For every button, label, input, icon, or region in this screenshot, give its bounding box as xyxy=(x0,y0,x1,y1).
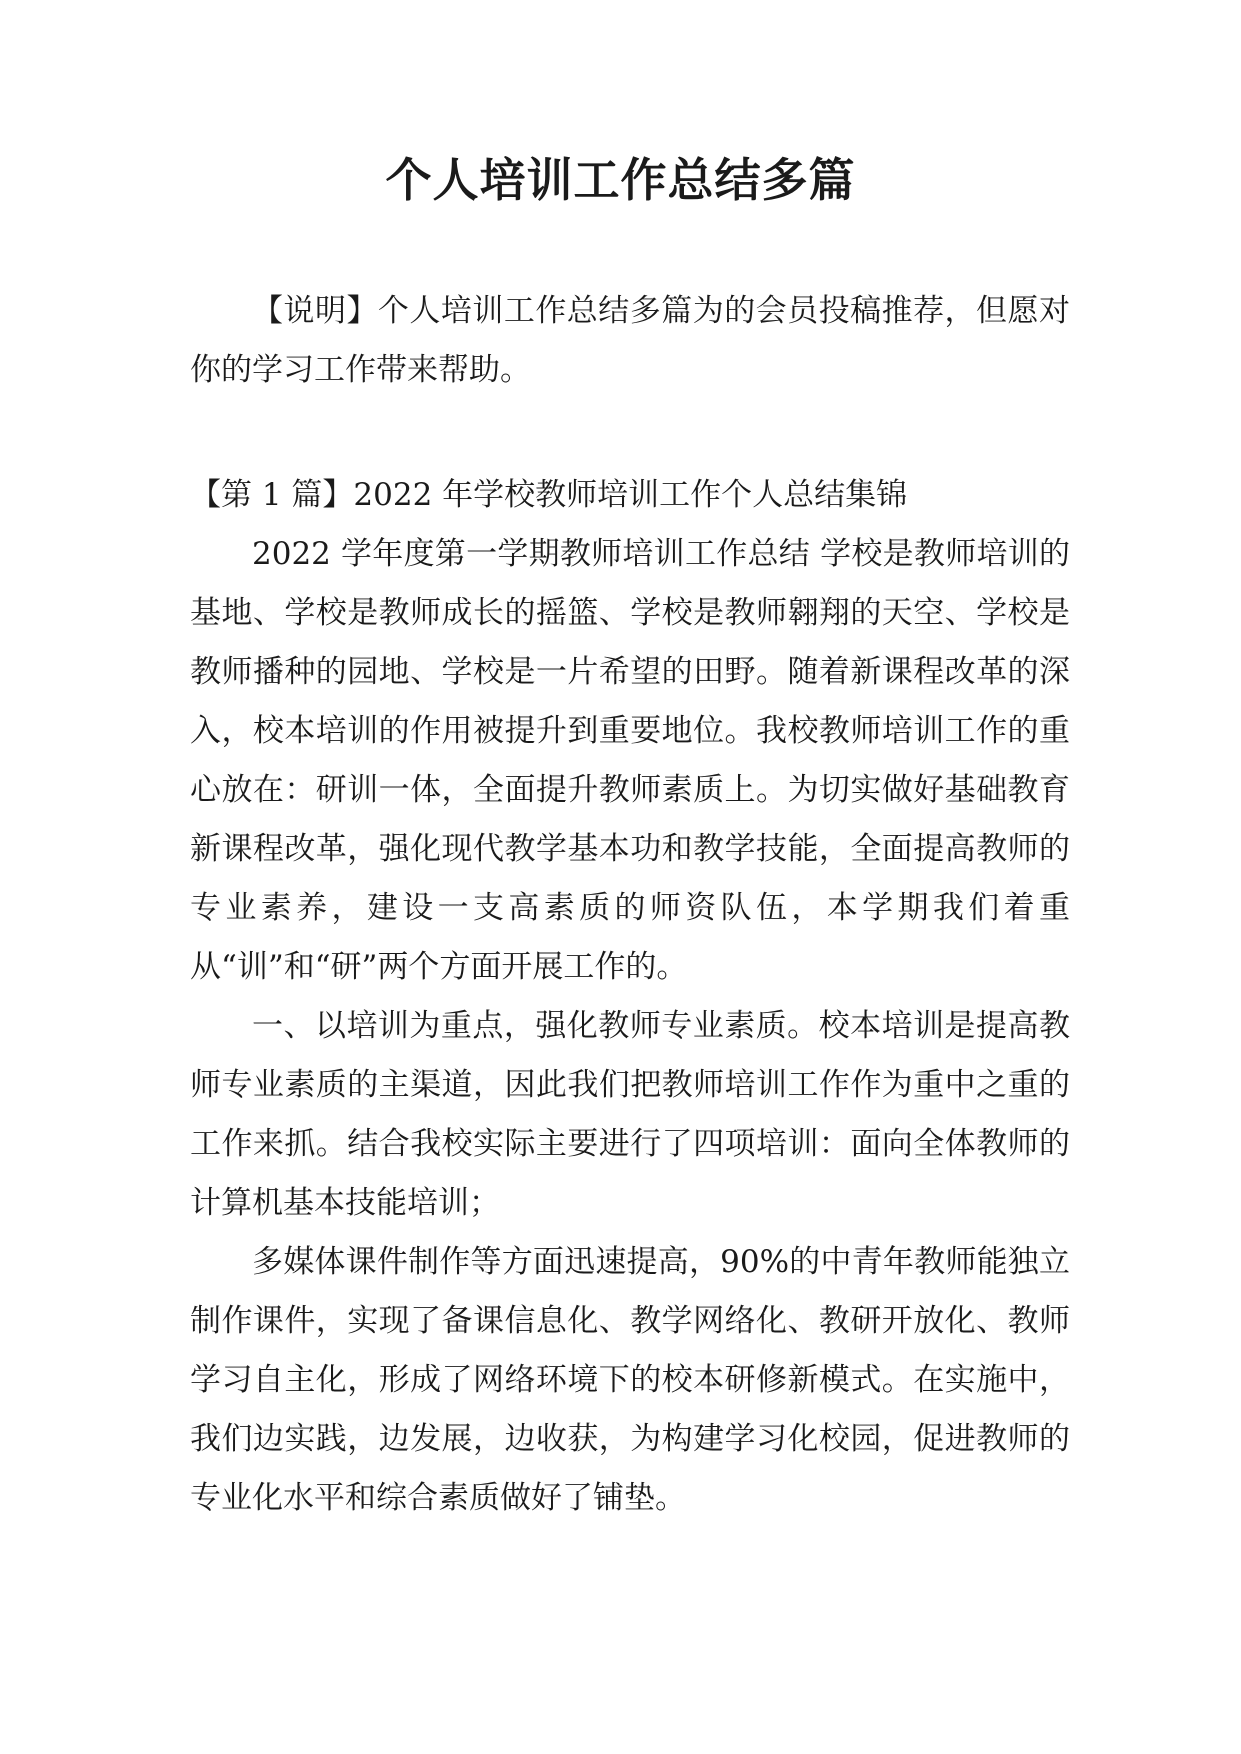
document-title: 个人培训工作总结多篇 xyxy=(385,153,856,207)
section-heading: 【第 1 篇】2022 年学校教师培训工作个人总结集锦 xyxy=(190,477,908,513)
paragraph: 一、以培训为重点，强化教师专业素质。校本培训是提高教师专业素质的主渠道，因此我们把教师培训工作作为重中之重的工作来抓。结合我校实际主要进行了四项培训：面向全体教师的计算机基本技能培训； xyxy=(190,1008,1070,1221)
paragraph: 多媒体课件制作等方面迅速提高，90%的中青年教师能独立制作课件，实现了备课信息化、教学网络化、教研开放化、教师学习自主化，形成了网络环境下的校本研修新模式。在实施中，我们边实践，边发展，边收获，为构建学习化校园，促进教师的专业化水平和综合素质做好了铺垫。 xyxy=(190,1244,1070,1516)
document-body xyxy=(190,466,1070,1528)
document-note-block xyxy=(190,282,1070,400)
document-note: 【说明】个人培训工作总结多篇为的会员投稿推荐，但愿对你的学习工作带来帮助。 xyxy=(190,293,1070,388)
paragraph: 2022 学年度第一学期教师培训工作总结 学校是教师培训的基地、学校是教师成长的摇篮、学校是教师翱翔的天空、学校是教师播种的园地、学校是一片希望的田野。随着新课程改革的深入，校本培训的作用被提升到重要地位。我校教师培训工作的重心放在：研训一体，全面提升教师素质上。为切实做好基础教育新课程改革，强化现代教学基本功和教学技能，全面提高教师的专业素养，建设一支高素质的师资队伍，本学期我们着重从“训”和“研”两个方面开展工作的。 xyxy=(190,536,1070,985)
